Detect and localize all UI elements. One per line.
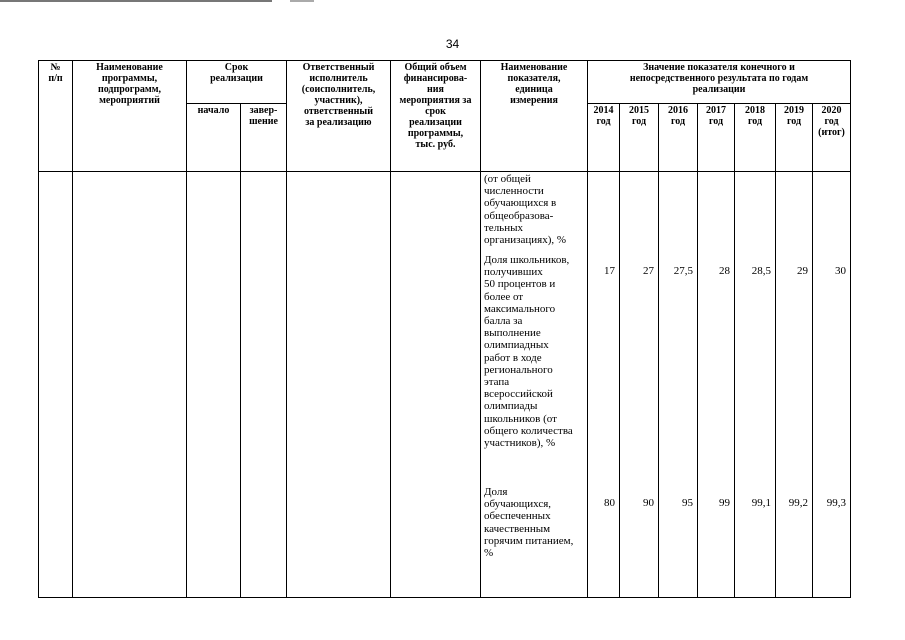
header-year-2019: 2019 год xyxy=(776,104,813,172)
header-responsible: Ответственный исполнитель (соисполнитель, участник), ответственный за реализацию xyxy=(287,61,391,172)
cell-end xyxy=(241,172,287,598)
cell-2016 xyxy=(659,172,698,598)
value-2-2020: 30 xyxy=(835,265,846,277)
cell-2020 xyxy=(813,172,851,598)
header-year-2016: 2016 год xyxy=(659,104,698,172)
cell-2017 xyxy=(698,172,735,598)
header-year-2014: 2014 год xyxy=(588,104,620,172)
value-2-2018: 28,5 xyxy=(751,265,771,277)
cell-2014 xyxy=(588,172,620,598)
value-3-2016: 95 xyxy=(682,497,693,509)
header-year-2017: 2017 год xyxy=(698,104,735,172)
top-rule-fragment xyxy=(290,0,314,2)
header-indicator: Наименование показателя, единица измерения xyxy=(481,61,588,172)
header-year-2015: 2015 год xyxy=(620,104,659,172)
header-num: № п/п xyxy=(39,61,73,172)
value-3-2017: 99 xyxy=(719,497,730,509)
cell-financing xyxy=(391,172,481,598)
indicator-1: (от общей численности обучающихся в общеобразова- тельных организациях), % xyxy=(484,173,567,247)
table-row xyxy=(39,172,851,598)
cell-2019 xyxy=(776,172,813,598)
cell-indicators xyxy=(481,172,588,598)
indicator-3: Доля обучающихся, обеспеченных качественным горячим питанием, % xyxy=(484,486,574,560)
value-2-2015: 27 xyxy=(643,265,654,277)
header-start: начало xyxy=(187,104,241,172)
page-number: 34 xyxy=(445,37,460,51)
value-3-2015: 90 xyxy=(643,497,654,509)
header-name: Наименование программы, подпрограмм, мероприятий xyxy=(73,61,187,172)
value-3-2020: 99,3 xyxy=(826,497,846,509)
value-3-2019: 99,2 xyxy=(788,497,808,509)
cell-2015 xyxy=(620,172,659,598)
header-term: Срок реализации xyxy=(187,61,287,104)
cell-2018 xyxy=(735,172,776,598)
value-3-2018: 99,1 xyxy=(751,497,771,509)
indicator-2: Доля школьников, получивших 50 процентов и более от максимального балла за выполнение олимпиадных работ в ходе регионального этапа всероссийской олимпиады школьников (от общего количества участников), % xyxy=(484,254,573,450)
value-3-2014: 80 xyxy=(604,497,615,509)
header-year-2018: 2018 год xyxy=(735,104,776,172)
header-end: завер- шение xyxy=(241,104,287,172)
value-2-2014: 17 xyxy=(604,265,615,277)
cell-num xyxy=(39,172,73,598)
top-rule xyxy=(0,0,272,2)
value-2-2019: 29 xyxy=(797,265,808,277)
header-year-2020: 2020 год (итог) xyxy=(813,104,851,172)
header-values: Значение показателя конечного и непосредственного результата по годам реализации xyxy=(588,61,851,104)
cell-name xyxy=(73,172,187,598)
cell-responsible xyxy=(287,172,391,598)
program-table xyxy=(38,60,851,598)
header-financing: Общий объем финансирова- ния мероприятия за срок реализации программы, тыс. руб. xyxy=(391,61,481,172)
value-2-2016: 27,5 xyxy=(673,265,693,277)
value-2-2017: 28 xyxy=(719,265,730,277)
cell-start xyxy=(187,172,241,598)
